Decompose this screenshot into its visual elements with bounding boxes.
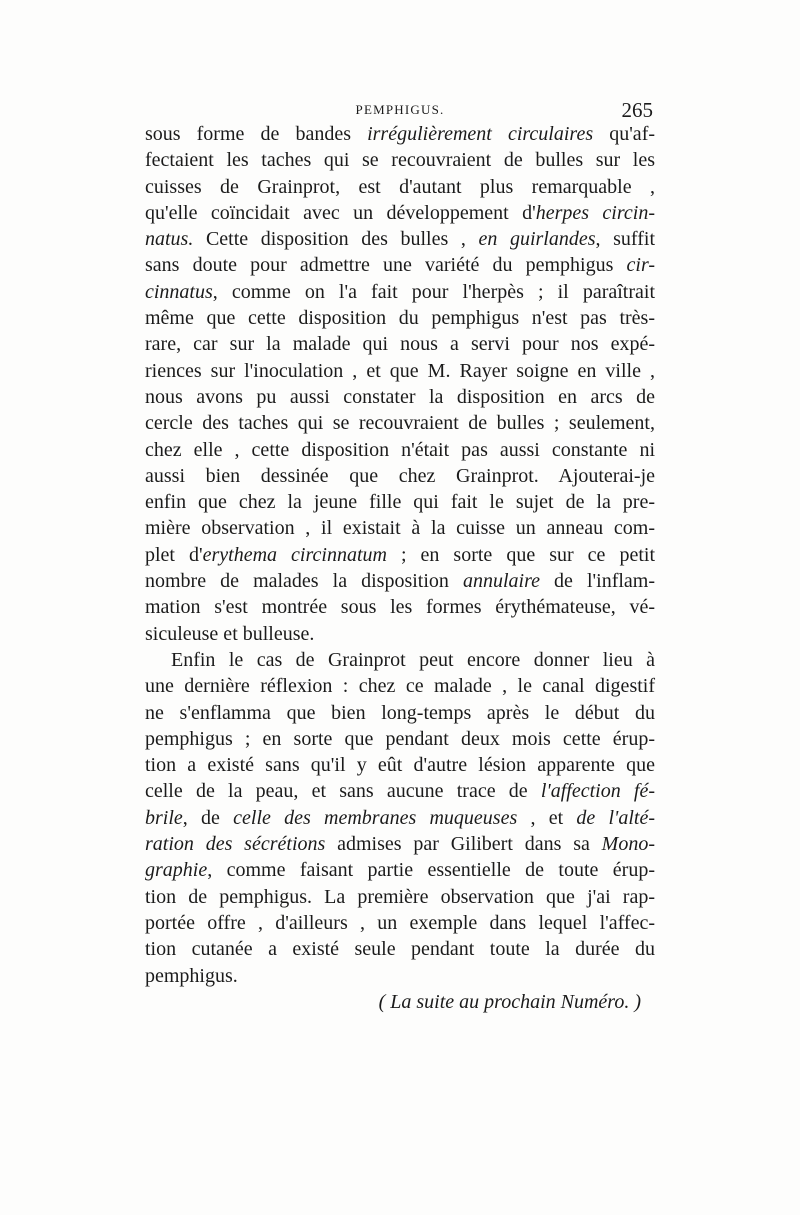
text-line — [145, 279, 655, 305]
italic-text: l'affection fé- — [540, 780, 655, 803]
text-run: , comme faisant partie essentielle de toute érup- — [207, 859, 655, 882]
text-run: tion a existé sans qu'il y eût d'autre lésion apparente que — [145, 754, 655, 777]
italic-text: cinnatus — [145, 280, 213, 303]
text-run: , et — [517, 806, 577, 829]
text-run: tion cutanée a existé seule pendant toute la durée du — [145, 938, 655, 961]
italic-text: natus. — [145, 228, 194, 251]
text-line — [145, 410, 655, 436]
text-run: rare, car sur la malade qui nous a servi pour nos expé- — [145, 333, 655, 356]
text-line — [145, 884, 655, 910]
text-line — [145, 673, 655, 699]
italic-text: ration des sécrétions — [145, 833, 326, 856]
text-line — [145, 147, 655, 173]
italic-text: annulaire — [462, 570, 540, 593]
text-run: , comme on l'a fait pour l'herpès ; il paraîtrait — [212, 280, 655, 303]
continuation-note — [145, 989, 655, 1015]
text-run: une dernière réflexion : chez ce malade , le canal digestif — [145, 675, 655, 698]
text-run: riences sur l'inoculation , et que M. Rayer soigne en ville , — [145, 359, 655, 382]
text-line — [145, 358, 655, 384]
text-line — [145, 121, 655, 147]
text-line — [145, 594, 655, 620]
text-line — [145, 726, 655, 752]
text-run: chez elle , cette disposition n'était pas aussi constante ni — [145, 438, 655, 461]
text-line — [145, 805, 655, 831]
italic-text: irrégulièrement circulaires — [367, 123, 594, 145]
italic-text: cir- — [626, 254, 655, 277]
text-line — [145, 437, 655, 463]
text-run: nous avons pu aussi constater la disposition en arcs de — [145, 385, 655, 408]
text-run: qu'elle coïncidait avec un développement d' — [145, 201, 536, 224]
running-title: PEMPHIGUS. — [355, 102, 445, 117]
text-run: portée offre , d'ailleurs , un exemple dans lequel l'affec- — [145, 911, 655, 934]
text-line — [145, 252, 655, 278]
text-line — [145, 963, 655, 989]
text-run: pemphigus ; en sorte que pendant deux mois cette érup- — [145, 727, 655, 750]
text-run: , de — [182, 806, 234, 829]
text-line — [145, 752, 655, 778]
text-run: tion de pemphigus. La première observation que j'ai rap- — [145, 885, 655, 908]
italic-text: erythema circinnatum — [202, 543, 387, 566]
text-run: enfin que chez la jeune fille qui fait le sujet de la pre- — [145, 491, 655, 514]
running-head — [147, 98, 653, 122]
text-run: cuisses de Grainprot, est d'autant plus remarquable , — [145, 175, 655, 198]
text-line — [145, 831, 655, 857]
italic-text: Mono- — [601, 833, 655, 856]
text-line — [145, 305, 655, 331]
text-line — [145, 542, 655, 568]
page-number: 265 — [621, 98, 653, 122]
italic-text: herpes circin- — [535, 201, 656, 224]
text-line — [145, 515, 655, 541]
text-run: cercle des taches qui se recouvraient de bulles ; seulement, — [145, 412, 655, 435]
text-run: de l'inflam- — [540, 570, 655, 593]
text-line — [145, 568, 655, 594]
italic-text: celle des membranes muqueuses — [233, 806, 518, 829]
text-run: nombre de malades la disposition — [145, 570, 463, 593]
text-run: Enfin le cas de Grainprot peut encore donner lieu à — [171, 648, 655, 671]
text-line — [145, 226, 655, 252]
text-line — [145, 331, 655, 357]
text-line — [145, 174, 655, 200]
body-text — [145, 121, 655, 1015]
text-run: celle de la peau, et sans aucune trace de — [145, 780, 541, 803]
text-line — [145, 621, 655, 647]
text-run: ; en sorte que sur ce petit — [386, 543, 655, 566]
text-run: même que cette disposition du pemphigus n'est pas très- — [145, 307, 655, 330]
italic-text: brile — [145, 806, 183, 829]
continuation-text: ( La suite au prochain Numéro. ) — [378, 990, 641, 1013]
text-run: mière observation , il existait à la cuisse un anneau com- — [145, 517, 655, 540]
text-run: ne s'enflamma que bien long-temps après le début du — [145, 701, 655, 724]
text-run: siculeuse et bulleuse. — [145, 622, 315, 645]
text-line — [145, 463, 655, 489]
text-line — [145, 647, 655, 673]
text-run: aussi bien dessinée que chez Grainprot. Ajouterai-je — [145, 464, 655, 487]
text-run: fectaient les taches qui se recouvraient de bulles sur les — [145, 149, 655, 172]
italic-text: de l'alté- — [576, 806, 655, 829]
text-line — [145, 910, 655, 936]
text-line — [145, 700, 655, 726]
text-line — [145, 857, 655, 883]
text-line — [145, 200, 655, 226]
text-line — [145, 384, 655, 410]
italic-text: graphie — [145, 859, 208, 882]
text-run: Cette disposition des bulles , — [193, 228, 479, 251]
text-line — [145, 936, 655, 962]
text-run: , suffit — [595, 228, 656, 251]
text-run: qu'af- — [593, 123, 656, 145]
text-run: plet d' — [145, 543, 203, 566]
text-line — [145, 778, 655, 804]
text-run: pemphigus. — [145, 964, 238, 987]
text-line — [145, 489, 655, 515]
text-run: mation s'est montrée sous les formes érythémateuse, vé- — [145, 596, 655, 619]
italic-text: en guirlandes — [478, 228, 596, 251]
text-run: sous forme de bandes — [145, 123, 368, 145]
text-run: admises par Gilibert dans sa — [325, 833, 602, 856]
text-run: sans doute pour admettre une variété du pemphigus — [145, 254, 627, 277]
